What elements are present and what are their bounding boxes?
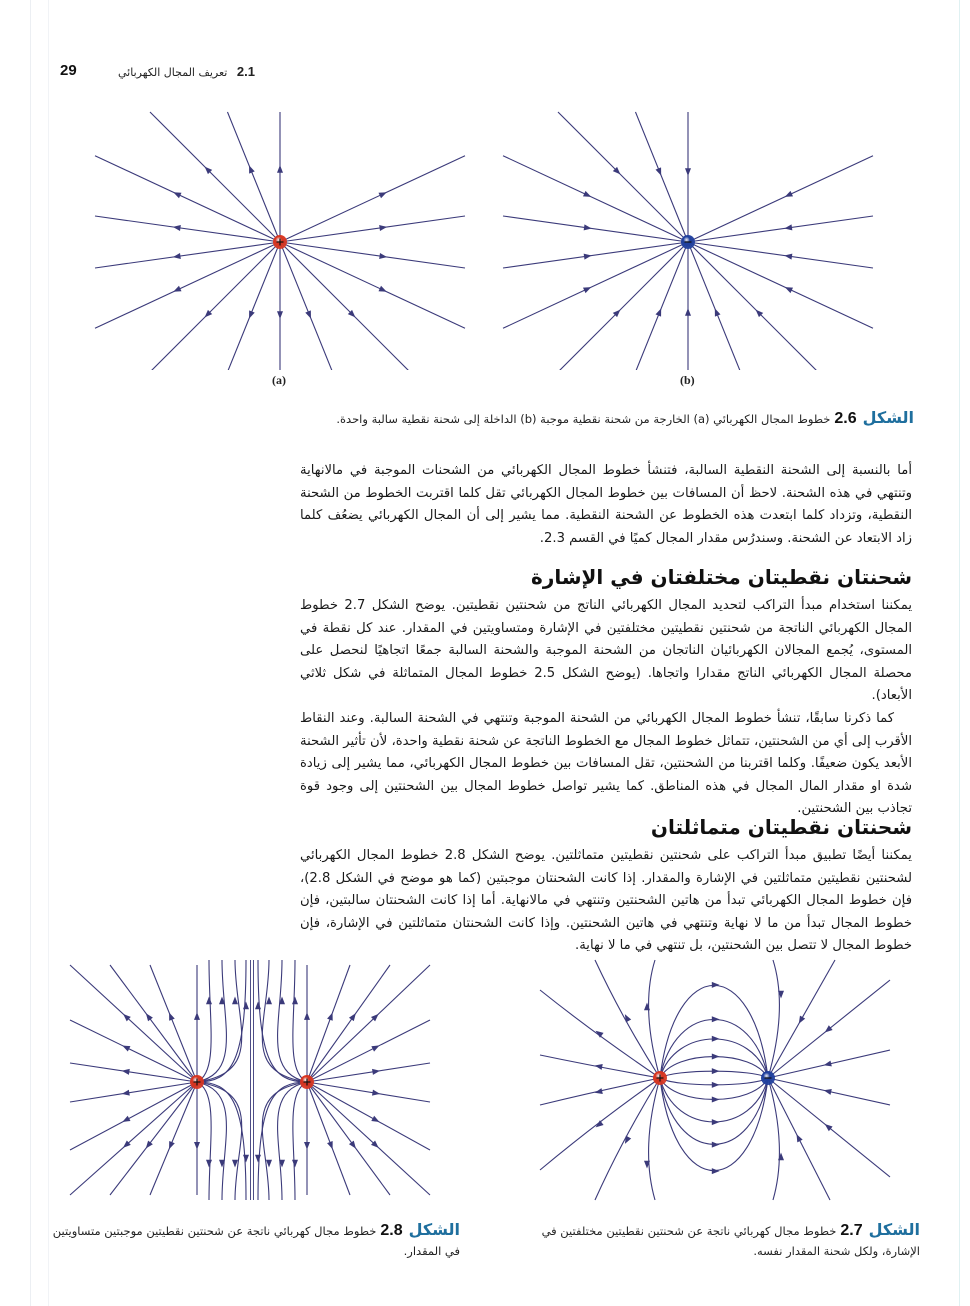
opposite-charges-text (300, 595, 912, 821)
opposite-paragraph-2: كما ذكرنا سابقًا، تنشأ خطوط المجال الكهربائي من الشحنة الموجبة وتنتهي في الشحنة السالبة. وعند النقاط الأقرب إلى أي من الشحنتين، تتماثل خطوط المجال مع الخطوط الناتجة عن شحنة نقطية واحدة، لأن تأثير الشحنة الأبعد يكون ضعيفًا. وكلما اقتربنا من الشحنتين، تقل المسافات بين خطوط المجال الكهربائي، مما يشير إلى زيادة شدة او مقدار المال المجال في هذه المناطق. كما يشير تواصل خطوط المجال بين الشحنتين إلى وجود قوة تجاذب بين الشحنتين. (300, 710, 912, 817)
intro-paragraph-block (300, 460, 912, 550)
like-paragraph-1: يمكننا أيضًا تطبيق مبدأ التراكب على شحنتين نقطيتين متماثلتين. يوضح الشكل 2.8 خطوط المجال الكهربائي لشحنتين نقطيتين متماثلتين في الإشارة والمقدار. إذا كانت الشحنتان موجبتين (كما هو موضح في الشكل 2.8)، فإن خطوط المجال الكهربائي تبدأ من هاتين الشحنتين وتنتهي في مالانهاية. أما إذا كانت الشحنتان سالبتين، فإن خطوط المجال تبدأ من ما لا نهاية وتنتهي في هاتين الشحنتين. وإذا كانت الشحنتان متماثلتين في الإشارة، فإن خطوط المجال لا تتصل بين الشحنتين، بل تنتهي في ما لا نهاية. (300, 848, 912, 954)
field-lines-negative-charge (500, 110, 880, 370)
caption-number: 2.7 (840, 1222, 863, 1239)
opposite-paragraph-1: يمكننا استخدام مبدأ التراكب لتحديد المجال الكهربائي الناتج من شحنتين نقطيتين. يوضح الشكل 2.7 خطوط المجال الكهربائي الناتجة من شحنتين نقطيتين مختلفتين في الإشارة ومتساويتين في المقدار. عند كل نقطة في المستوى، يُجمع المجالان الكهربائيان الناتجان من الشحنة الموجبة والشحنة السالبة جمعًا اتجاهيًا لنحصل على محصلة المجال الكهربائي الناتج مقدارا واتجاها. (يوضح الشكل 2.5 خطوط المجال المتماثلة في شكل ثلاثي الأبعاد). (300, 598, 912, 704)
page-edge-right (959, 0, 960, 1306)
heading-opposite-charges: شحنتان نقطيتان مختلفتان في الإشارة (531, 565, 912, 589)
page-edge-left (30, 0, 31, 1306)
caption-label: الشكل (868, 1220, 920, 1239)
figure-2-7-caption (512, 1220, 920, 1261)
caption-text: خطوط المجال الكهربائي (a) الخارجة من شحنة نقطية موجبة (b) الداخلة إلى شحنة نقطية سالبة واحدة. (336, 412, 831, 426)
caption-number: 2.8 (380, 1222, 403, 1239)
intro-paragraph: أما بالنسبة إلى الشحنة النقطية السالبة، فتنشأ خطوط المجال الكهربائي من الشحنات الموجبة في مالانهاية وتنتهي في هذه الشحنة. لاحظ أن المسافات بين خطوط المجال الكهربائي تقل كلما اقتربت الخطوط من الشحنة النقطية، وتزداد كلما ابتعدت هذه الخطوط عن الشحنة النقطية. مما يشير إلى أن المجال الكهربائي يضعُف كلما زاد الابتعاد عن الشحنة. وسندرُس مقدار المجال كميًا في القسم 2.3. (300, 463, 912, 546)
figure-2-6b-label: (b) (680, 373, 695, 387)
page-number: 29 (60, 62, 77, 79)
field-lines-two-positive-charges (60, 960, 440, 1200)
caption-text: خطوط مجال كهربائي ناتجة عن شحنتين نقطيتين مختلفتين في الإشارة، ولكل شحنة المقدار نفسه. (541, 1224, 920, 1258)
caption-text: خطوط مجال كهربائي ناتجة عن شحنتين نقطيتين موجبتين متساويتين في المقدار. (52, 1224, 460, 1258)
like-charges-text (300, 845, 912, 958)
field-lines-dipole (525, 955, 905, 1205)
page-edge-left-inner (48, 0, 49, 1306)
figure-2-7 (525, 955, 905, 1205)
section-number: 2.1 (236, 64, 255, 79)
figure-2-8-caption (52, 1220, 460, 1261)
figure-2-6a-label: (a) (272, 373, 286, 387)
heading-like-charges: شحنتان نقطيتان متماثلتان (650, 815, 912, 839)
caption-label: الشكل (862, 408, 914, 427)
section-title: تعريف المجال الكهربائي (118, 66, 228, 79)
figure-2-6b (500, 110, 880, 370)
field-lines-positive-charge (90, 110, 470, 370)
running-head (118, 64, 255, 79)
figure-2-6a (90, 110, 470, 370)
figure-2-6-caption (274, 408, 914, 429)
figure-2-8 (60, 960, 440, 1200)
caption-label: الشكل (408, 1220, 460, 1239)
caption-number: 2.6 (834, 410, 857, 427)
